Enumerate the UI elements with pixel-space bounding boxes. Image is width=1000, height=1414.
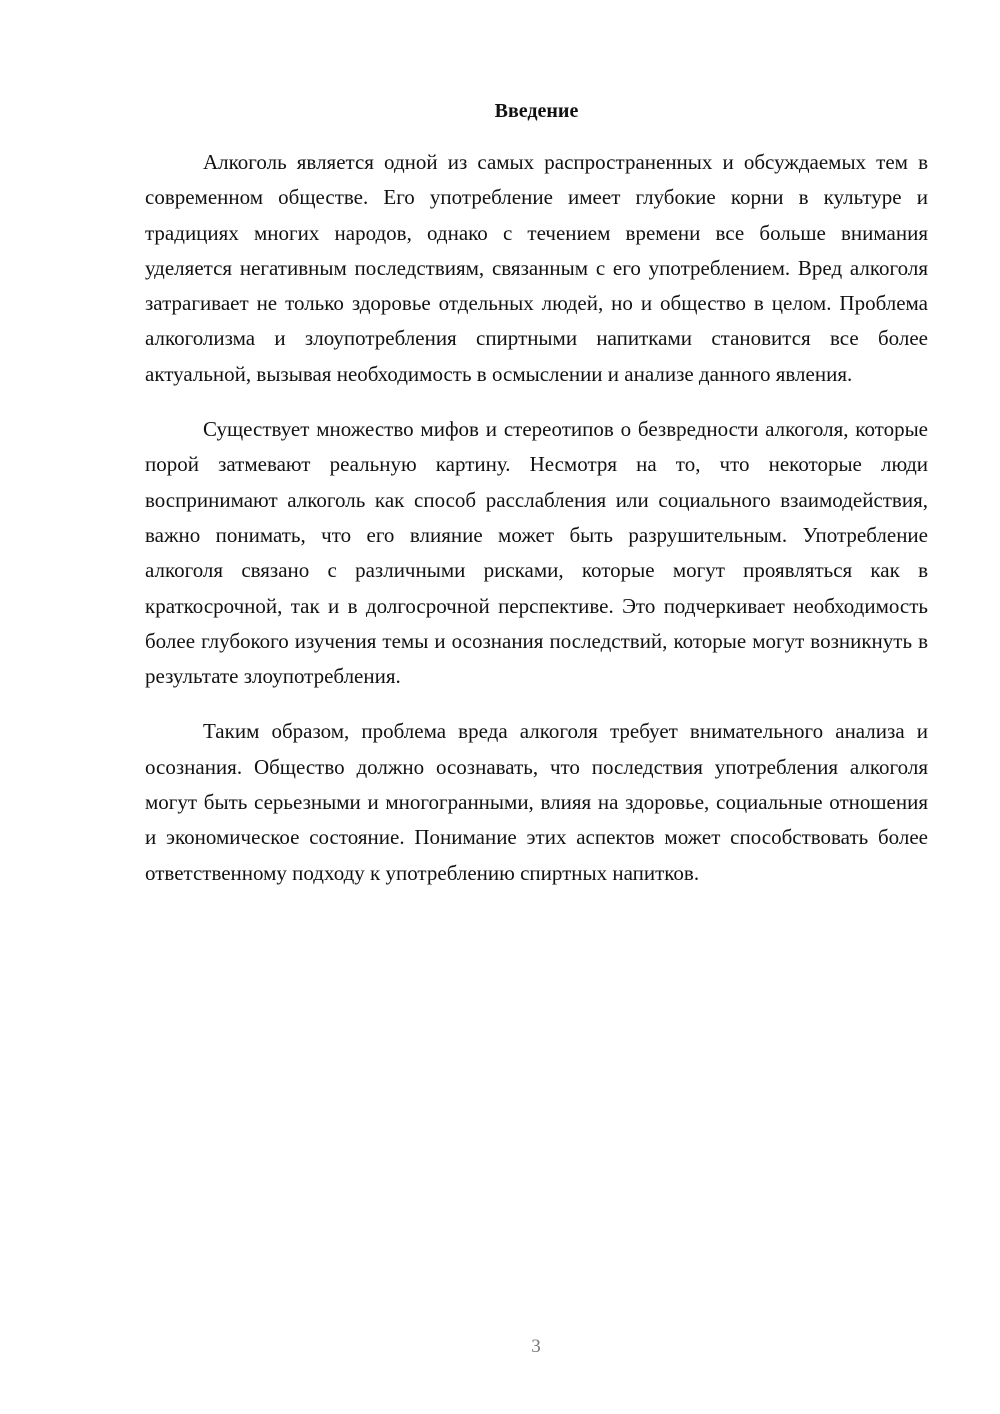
paragraph-3: Таким образом, проблема вреда алкоголя требует внимательного анализа и осознания. Общество должно осознавать, что последствия употребления алкоголя могут быть серьезными и многогранными, влияя на здоровье, социальные отношения и экономическое состояние. Понимание этих аспектов может способствовать более ответственному подходу к употреблению спиртных напитков.: [145, 719, 928, 885]
paragraph-1: Алкоголь является одной из самых распространенных и обсуждаемых тем в современном обществе. Его употребление имеет глубокие корни в культуре и традициях многих народов, однако с течением времени все больше внимания уделяется негативным последствиям, связанным с его употреблением. Вред алкоголя затрагивает не только здоровье отдельных людей, но и общество в целом. Проблема алкоголизма и злоупотребления спиртными напитками становится все более актуальной, вызывая необходимость в осмыслении и анализе данного явления.: [145, 150, 928, 386]
body-text: [145, 145, 928, 911]
page-number: 3: [531, 1336, 541, 1357]
paragraph-2: Существует множество мифов и стереотипов о безвредности алкоголя, которые порой затмевают реальную картину. Несмотря на то, что некоторые люди воспринимают алкоголь как способ расслабления или социального взаимодействия, важно понимать, что его влияние может быть разрушительным. Употребление алкоголя связано с различными рисками, которые могут проявляться как в краткосрочной, так и в долгосрочной перспективе. Это подчеркивает необходимость более глубокого изучения темы и осознания последствий, которые могут возникнуть в результате злоупотребления.: [145, 417, 928, 689]
section-heading: Введение: [494, 100, 579, 122]
